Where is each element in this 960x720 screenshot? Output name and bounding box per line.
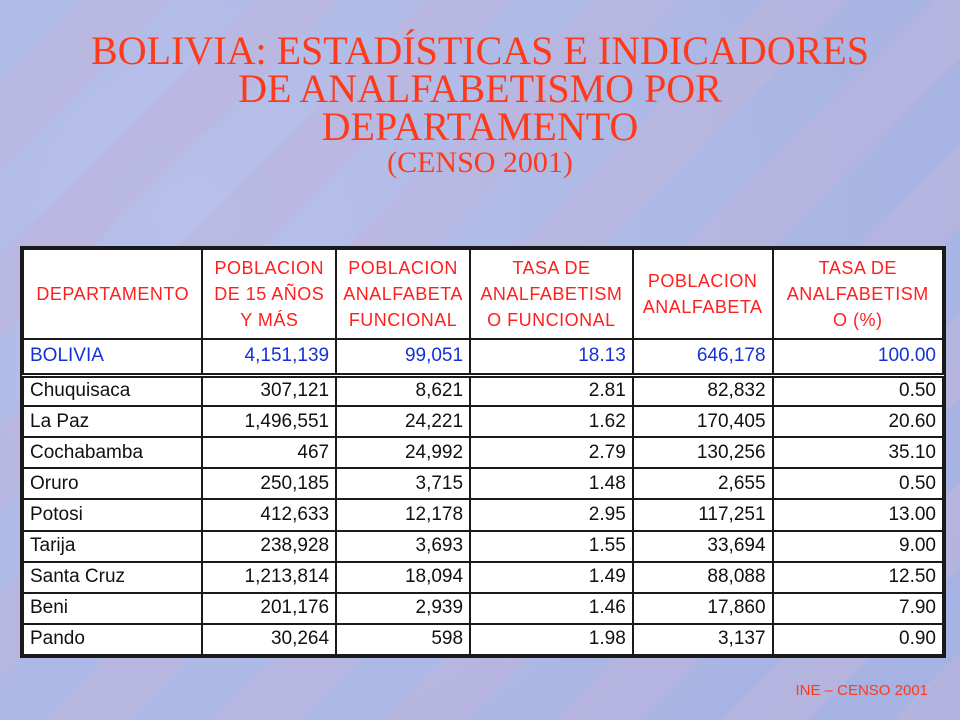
- cell-tasa-funcional: 1.48: [470, 468, 633, 499]
- cell-tasa-porcentaje: 12.50: [773, 562, 943, 593]
- illiteracy-table: [20, 246, 946, 658]
- cell-tasa-funcional: 18.13: [470, 339, 633, 375]
- cell-tasa-porcentaje: 0.50: [773, 468, 943, 499]
- cell-poblacion-analfabeta-funcional: 18,094: [336, 562, 470, 593]
- cell-tasa-porcentaje: 0.90: [773, 624, 943, 655]
- cell-poblacion-15: 238,928: [202, 531, 336, 562]
- cell-poblacion-analfabeta: 2,655: [633, 468, 773, 499]
- cell-poblacion-15: 307,121: [202, 375, 336, 406]
- cell-tasa-funcional: 2.81: [470, 375, 633, 406]
- col-header-poblacion-analfabeta: [633, 249, 773, 339]
- table-row: [23, 624, 943, 655]
- table-row: [23, 593, 943, 624]
- cell-departamento: Chuquisaca: [23, 375, 202, 406]
- header-text: DEPARTAMENTO: [36, 284, 190, 304]
- cell-poblacion-analfabeta: 130,256: [633, 437, 773, 468]
- cell-poblacion-15: 1,213,814: [202, 562, 336, 593]
- cell-poblacion-analfabeta-funcional: 24,221: [336, 406, 470, 437]
- header-row: [23, 249, 943, 339]
- cell-tasa-funcional: 1.98: [470, 624, 633, 655]
- table-row: [23, 468, 943, 499]
- cell-poblacion-15: 30,264: [202, 624, 336, 655]
- cell-departamento: Beni: [23, 593, 202, 624]
- cell-poblacion-analfabeta: 3,137: [633, 624, 773, 655]
- cell-poblacion-analfabeta-funcional: 3,715: [336, 468, 470, 499]
- header-text: FUNCIONAL: [348, 310, 458, 330]
- cell-poblacion-15: 4,151,139: [202, 339, 336, 375]
- cell-poblacion-analfabeta-funcional: 8,621: [336, 375, 470, 406]
- cell-poblacion-15: 467: [202, 437, 336, 468]
- cell-poblacion-15: 250,185: [202, 468, 336, 499]
- col-header-tasa-porcentaje: [773, 249, 943, 339]
- cell-tasa-funcional: 1.49: [470, 562, 633, 593]
- table-row-total: [23, 339, 943, 375]
- header-text: O (%): [833, 310, 883, 330]
- cell-departamento: Santa Cruz: [23, 562, 202, 593]
- cell-departamento: La Paz: [23, 406, 202, 437]
- title-line-3: DEPARTAMENTO: [321, 104, 639, 149]
- cell-departamento: Pando: [23, 624, 202, 655]
- cell-tasa-funcional: 1.46: [470, 593, 633, 624]
- cell-tasa-porcentaje: 35.10: [773, 437, 943, 468]
- cell-poblacion-analfabeta-funcional: 598: [336, 624, 470, 655]
- cell-poblacion-analfabeta: 646,178: [633, 339, 773, 375]
- cell-tasa-porcentaje: 0.50: [773, 375, 943, 406]
- header-text: ANALFABETISM: [786, 284, 929, 304]
- header-text: ANALFABETA: [642, 297, 763, 317]
- title-line-2: DE ANALFABETISMO POR: [238, 66, 722, 111]
- title-line-1: BOLIVIA: ESTADÍSTICAS E INDICADORES: [91, 28, 869, 73]
- cell-tasa-funcional: 2.79: [470, 437, 633, 468]
- cell-poblacion-15: 1,496,551: [202, 406, 336, 437]
- cell-poblacion-15: 201,176: [202, 593, 336, 624]
- cell-poblacion-analfabeta-funcional: 12,178: [336, 499, 470, 530]
- header-text: DE 15 AÑOS: [214, 284, 325, 304]
- header-text: ANALFABETISM: [480, 284, 623, 304]
- cell-poblacion-analfabeta-funcional: 24,992: [336, 437, 470, 468]
- cell-tasa-porcentaje: 20.60: [773, 406, 943, 437]
- slide-title: [0, 28, 960, 180]
- cell-departamento: Potosi: [23, 499, 202, 530]
- cell-poblacion-analfabeta: 82,832: [633, 375, 773, 406]
- table-row: [23, 437, 943, 468]
- cell-poblacion-15: 412,633: [202, 499, 336, 530]
- table-row: [23, 406, 943, 437]
- cell-tasa-funcional: 1.55: [470, 531, 633, 562]
- cell-poblacion-analfabeta: 170,405: [633, 406, 773, 437]
- col-header-poblacion-15: [202, 249, 336, 339]
- header-text: POBLACION: [348, 258, 458, 278]
- header-text: TASA DE: [512, 258, 591, 278]
- cell-poblacion-analfabeta-funcional: 3,693: [336, 531, 470, 562]
- cell-tasa-funcional: 2.95: [470, 499, 633, 530]
- table-row: [23, 499, 943, 530]
- cell-tasa-porcentaje: 9.00: [773, 531, 943, 562]
- cell-poblacion-analfabeta: 17,860: [633, 593, 773, 624]
- header-text: O FUNCIONAL: [487, 310, 616, 330]
- cell-poblacion-analfabeta: 117,251: [633, 499, 773, 530]
- table-row: [23, 562, 943, 593]
- cell-poblacion-analfabeta-funcional: 2,939: [336, 593, 470, 624]
- cell-departamento: Tarija: [23, 531, 202, 562]
- col-header-poblacion-analfabeta-funcional: [336, 249, 470, 339]
- header-text: POBLACION: [214, 258, 325, 278]
- table-row: [23, 375, 943, 406]
- header-text: POBLACION: [647, 271, 758, 291]
- cell-poblacion-analfabeta: 88,088: [633, 562, 773, 593]
- cell-tasa-porcentaje: 100.00: [773, 339, 943, 375]
- cell-poblacion-analfabeta-funcional: 99,051: [336, 339, 470, 375]
- header-text: Y MÁS: [240, 310, 299, 330]
- source-footer: INE – CENSO 2001: [795, 682, 928, 699]
- cell-poblacion-analfabeta: 33,694: [633, 531, 773, 562]
- cell-tasa-porcentaje: 13.00: [773, 499, 943, 530]
- cell-departamento: Oruro: [23, 468, 202, 499]
- col-header-departamento: [23, 249, 202, 339]
- cell-tasa-funcional: 1.62: [470, 406, 633, 437]
- header-text: TASA DE: [818, 258, 897, 278]
- cell-departamento: Cochabamba: [23, 437, 202, 468]
- title-census: (CENSO 2001): [387, 146, 573, 179]
- header-text: ANALFABETA: [343, 284, 463, 304]
- cell-tasa-porcentaje: 7.90: [773, 593, 943, 624]
- col-header-tasa-funcional: [470, 249, 633, 339]
- table-row: [23, 531, 943, 562]
- cell-departamento: BOLIVIA: [23, 339, 202, 375]
